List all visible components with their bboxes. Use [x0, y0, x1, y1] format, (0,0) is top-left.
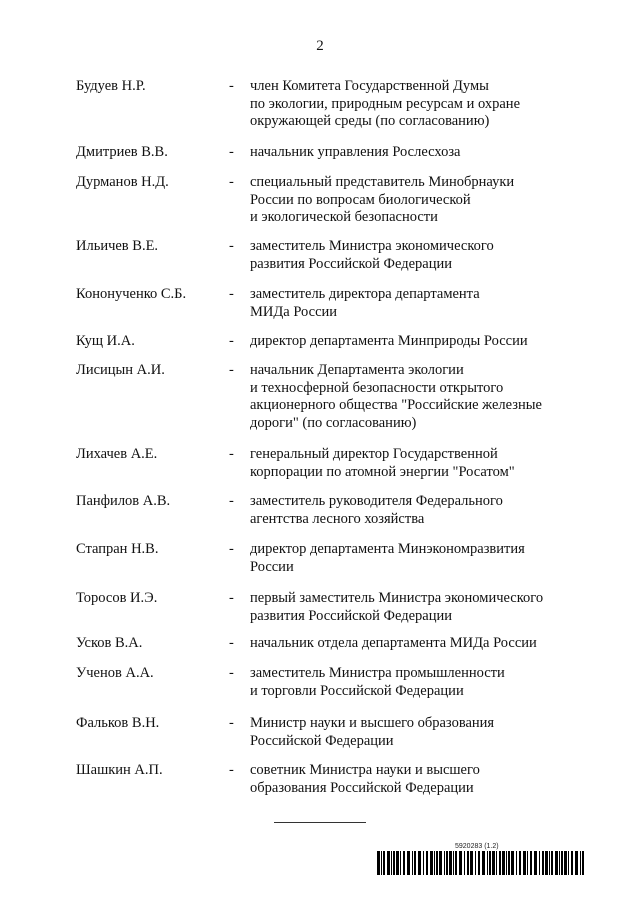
- member-name: Шашкин А.П.: [76, 762, 163, 778]
- member-name: Кононученко С.Б.: [76, 286, 187, 302]
- member-row: [76, 286, 586, 321]
- member-role: директор департамента Минприроды России: [250, 333, 528, 349]
- member-name: Стапран Н.В.: [76, 541, 159, 557]
- footer-rule: [274, 822, 366, 823]
- member-dash: -: [229, 590, 234, 606]
- member-name: Лисицын А.И.: [76, 362, 165, 378]
- member-role: начальник управления Рослесхоза: [250, 144, 461, 160]
- member-row: [76, 174, 586, 227]
- page-number: 2: [316, 38, 324, 54]
- member-row: [76, 446, 586, 481]
- member-role: советник Министра науки и высшего образования Российской Федерации: [250, 762, 480, 796]
- member-name: Фальков В.Н.: [76, 715, 160, 731]
- member-role: начальник Департамента экологии и техносферной безопасности открытого акционерного общества "Российские железные дороги" (по согласованию): [250, 362, 542, 431]
- member-name: Ильичев В.Е.: [76, 238, 159, 254]
- member-dash: -: [229, 333, 234, 349]
- member-row: [76, 665, 586, 700]
- member-name: Торосов И.Э.: [76, 590, 158, 606]
- member-name: Дмитриев В.В.: [76, 144, 168, 160]
- member-row: [76, 762, 586, 797]
- member-dash: -: [229, 541, 234, 557]
- member-role: начальник отдела департамента МИДа России: [250, 635, 537, 651]
- member-role: член Комитета Государственной Думы по экологии, природным ресурсам и охране окружающей среды (по согласованию): [250, 78, 521, 129]
- member-dash: -: [229, 144, 234, 160]
- member-name: Дурманов Н.Д.: [76, 174, 169, 190]
- member-dash: -: [229, 286, 234, 302]
- member-dash: -: [229, 446, 234, 462]
- member-row: [76, 333, 586, 351]
- member-role: заместитель руководителя Федерального агентства лесного хозяйства: [250, 493, 503, 527]
- member-row: [76, 635, 586, 653]
- member-role: директор департамента Минэкономразвития России: [250, 541, 525, 575]
- member-dash: -: [229, 362, 234, 378]
- member-name: Кущ И.А.: [76, 333, 135, 349]
- member-row: [76, 541, 586, 576]
- member-dash: -: [229, 762, 234, 778]
- member-dash: -: [229, 635, 234, 651]
- member-row: [76, 715, 586, 750]
- member-row: [76, 78, 586, 131]
- member-row: [76, 238, 586, 273]
- member-row: [76, 362, 586, 432]
- member-name: Будуев Н.Р.: [76, 78, 146, 94]
- member-dash: -: [229, 665, 234, 681]
- member-role: специальный представитель Минобрнауки России по вопросам биологической и экологической безопасности: [250, 174, 515, 225]
- member-role: генеральный директор Государственной корпорации по атомной энергии "Росатом": [250, 446, 515, 480]
- member-name: Панфилов А.В.: [76, 493, 171, 509]
- member-name: Усков В.А.: [76, 635, 143, 651]
- member-dash: -: [229, 493, 234, 509]
- barcode: [377, 851, 587, 875]
- member-dash: -: [229, 238, 234, 254]
- member-role: заместитель Министра экономического развития Российской Федерации: [250, 238, 494, 272]
- document-code: 5920283 (1.2): [455, 843, 499, 850]
- member-role: заместитель директора департамента МИДа России: [250, 286, 480, 320]
- member-dash: -: [229, 78, 234, 94]
- member-role: Министр науки и высшего образования Российской Федерации: [250, 715, 495, 749]
- member-row: [76, 493, 586, 528]
- member-name: Ученов А.А.: [76, 665, 154, 681]
- member-row: [76, 590, 586, 625]
- member-row: [76, 144, 586, 162]
- member-dash: -: [229, 174, 234, 190]
- member-name: Лихачев А.Е.: [76, 446, 158, 462]
- member-dash: -: [229, 715, 234, 731]
- member-role: заместитель Министра промышленности и торговли Российской Федерации: [250, 665, 505, 699]
- member-role: первый заместитель Министра экономического развития Российской Федерации: [250, 590, 544, 624]
